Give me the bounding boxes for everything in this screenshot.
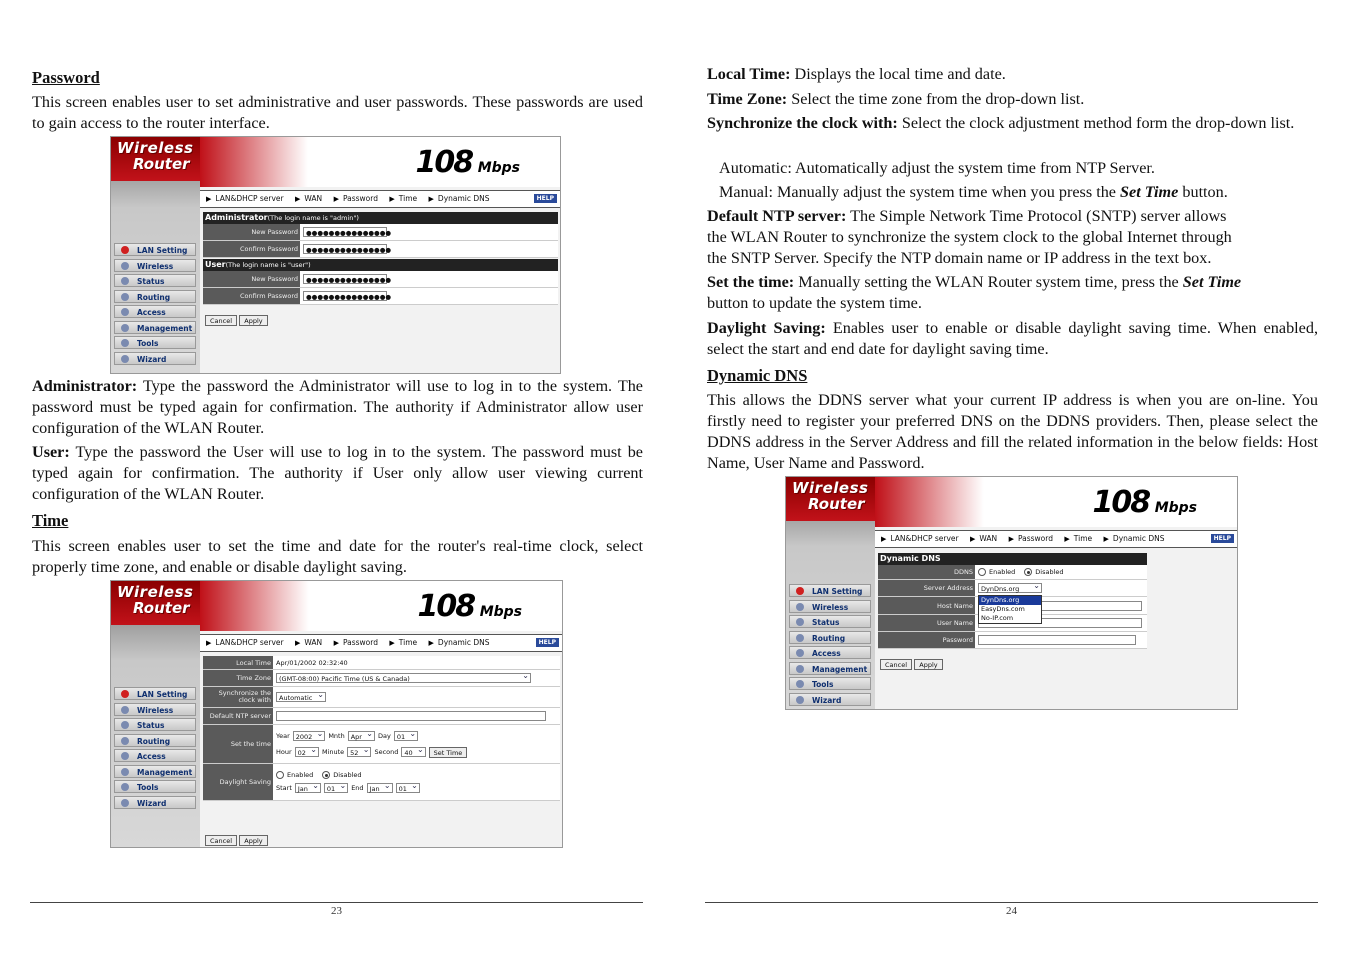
nav-dynamic-dns[interactable]: ▶ Dynamic DNS	[428, 638, 490, 647]
daylight-row: Daylight Saving Enabled Disabled Start Jan ⌄ 01 ⌄ End Jan ⌄ 01 ⌄	[203, 764, 560, 801]
sidebar	[786, 477, 875, 709]
bullet-icon	[121, 706, 129, 714]
bullet-icon	[121, 262, 129, 270]
page-24	[707, 0, 1318, 954]
server-address-dropdown[interactable]	[978, 595, 1042, 624]
host-name-row: Host Name	[878, 597, 1147, 615]
apply-button[interactable]: Apply	[239, 315, 267, 326]
help-button[interactable]: HELP	[1211, 534, 1234, 543]
top-nav	[875, 530, 1237, 548]
start-month-select[interactable]: Jan ⌄	[295, 783, 321, 793]
apply-button[interactable]: Apply	[239, 835, 267, 846]
nav-wan[interactable]: ▶ WAN	[295, 638, 323, 647]
nav-time[interactable]: ▶ Time	[389, 194, 418, 203]
ddns-password-row: Password	[878, 632, 1147, 649]
bullet-icon	[121, 768, 129, 776]
password-intro: This screen enables user to set administrative and user passwords. These passwords are used to gain access to the router interface.	[32, 93, 643, 132]
menu-wizard[interactable]: Wizard	[789, 693, 871, 706]
side-menu	[789, 584, 871, 708]
footer-rule	[705, 902, 1318, 903]
bullet-icon	[796, 680, 804, 688]
menu-lan-setting[interactable]: LAN Setting	[789, 584, 871, 597]
nav-lan-dhcp[interactable]: ▶ LAN&DHCP server	[881, 534, 959, 543]
password-heading: Password	[32, 68, 100, 87]
ddns-intro: This allows the DDNS server what your current IP address is when you are on-line. You firstly need to register your preferred DNS on the DDNS providers. Then, please select the DDNS address in the Server Address and fill the related information in the below fields: Host Name, User Name and Password.	[707, 391, 1318, 472]
apply-button[interactable]: Apply	[914, 659, 942, 670]
ddns-screenshot	[785, 476, 1238, 710]
banner	[200, 581, 562, 631]
nav-dynamic-dns[interactable]: ▶ Dynamic DNS	[428, 194, 490, 203]
local-time-row: Local Time Apr/01/2002 02:32:40	[203, 656, 560, 670]
time-zone-row: Time Zone (GMT-08:00) Pacific Time (US & Canada) ⌄	[203, 670, 560, 687]
user-paragraph: User: Type the password the User will use to log in to the system. The password must be typed again for confirmation. The authority if User only allow user viewing current configuration of the WLAN Router.	[32, 443, 643, 503]
nav-time[interactable]: ▶ Time	[1064, 534, 1093, 543]
bullet-icon	[121, 721, 129, 729]
router-logo: Wireless Router	[111, 581, 200, 625]
nav-password[interactable]: ▶ Password	[1008, 534, 1053, 543]
menu-wizard[interactable]: Wizard	[114, 352, 196, 365]
year-select[interactable]: 2002 ⌄	[293, 731, 326, 741]
menu-status[interactable]: Status	[114, 274, 196, 287]
bullet-icon	[121, 339, 129, 347]
help-button[interactable]: HELP	[534, 194, 557, 203]
day-select[interactable]: 01 ⌄	[394, 731, 418, 741]
set-time-paragraph: Set the time: Manually setting the WLAN Router system time, press the Set Time button to update the system time.	[707, 273, 1242, 312]
bullet-icon	[121, 783, 129, 791]
start-day-select[interactable]: 01 ⌄	[324, 783, 348, 793]
ntp-paragraph: Default NTP server: The Simple Network Time Protocol (SNTP) server allows the WLAN Router to synchronize the system clock to the global Internet through the SNTP Server. Specify the NTP domain name or IP address in the text box.	[707, 207, 1232, 267]
time-intro: This screen enables user to set the time and date for the router's real-time clock, select properly time zone, and enable or disable daylight saving.	[32, 537, 643, 576]
cancel-button[interactable]: Cancel	[205, 835, 237, 846]
bullet-icon	[121, 355, 129, 363]
sync-automatic: Automatic: Automatically adjust the system time from NTP Server.	[719, 159, 1155, 177]
speed-logo: 108 Mbps	[415, 145, 520, 180]
dst-enabled-radio[interactable]	[276, 771, 284, 779]
daylight-paragraph: Daylight Saving: Enables user to enable or disable daylight saving time. When enabled, select the start and end date for daylight saving time.	[707, 319, 1318, 358]
sidebar	[111, 137, 200, 373]
end-month-select[interactable]: Jan ⌄	[367, 783, 393, 793]
user-new-password-input[interactable]: ●●●●●●●●●●●●●●●	[303, 274, 387, 284]
dst-disabled-radio[interactable]	[322, 771, 330, 779]
ddns-row: DDNS Enabled Disabled	[878, 565, 1147, 580]
server-address-select[interactable]: DynDns.org ⌄	[978, 583, 1042, 593]
bullet-icon	[796, 634, 804, 642]
help-button[interactable]: HELP	[536, 638, 559, 647]
sync-select[interactable]: Automatic ⌄	[276, 692, 326, 702]
bullet-icon	[796, 696, 804, 704]
local-time-value: Apr/01/2002 02:32:40	[276, 658, 348, 667]
cancel-button[interactable]: Cancel	[205, 315, 237, 326]
menu-wireless[interactable]: Wireless	[114, 703, 196, 716]
speed-logo: 108 Mbps	[1092, 485, 1197, 520]
admin-new-password-row: New Password ●●●●●●●●●●●●●●●	[203, 224, 558, 241]
nav-wan[interactable]: ▶ WAN	[295, 194, 323, 203]
sync-row: Synchronize the clock with Automatic ⌄	[203, 687, 560, 708]
cancel-button[interactable]: Cancel	[880, 659, 912, 670]
ddns-heading: Dynamic DNS	[707, 366, 808, 385]
bullet-icon	[121, 293, 129, 301]
admin-section-header: Administrator(The login name is "admin")	[203, 212, 558, 224]
admin-new-password-input[interactable]: ●●●●●●●●●●●●●●●	[303, 227, 387, 237]
admin-paragraph: Administrator: Type the password the Administrator will use to log in to the system. The password must be typed again for confirmation. The authority if Administrator allow user configuration of the WLAN Router.	[32, 377, 643, 437]
bullet-icon	[121, 799, 129, 807]
sync-paragraph: Synchronize the clock with: Select the clock adjustment method form the drop-down list.	[707, 114, 1295, 132]
nav-dynamic-dns[interactable]: ▶ Dynamic DNS	[1103, 534, 1165, 543]
nav-time[interactable]: ▶ Time	[389, 638, 418, 647]
minute-select[interactable]: 52 ⌄	[347, 747, 371, 757]
menu-tools[interactable]: Tools	[789, 677, 871, 690]
nav-lan-dhcp[interactable]: ▶ LAN&DHCP server	[206, 638, 284, 647]
top-nav	[200, 634, 562, 652]
menu-routing[interactable]: Routing	[114, 734, 196, 747]
ddns-disabled-radio[interactable]	[1024, 568, 1032, 576]
bullet-icon	[121, 690, 129, 698]
second-select[interactable]: 40 ⌄	[401, 747, 425, 757]
bullet-icon	[796, 665, 804, 673]
speed-logo: 108 Mbps	[417, 589, 522, 624]
ddns-section-header: Dynamic DNS	[878, 553, 1147, 565]
bullet-icon	[121, 324, 129, 332]
password-screenshot	[110, 136, 561, 374]
menu-management[interactable]: Management	[789, 662, 871, 675]
side-menu	[114, 243, 196, 367]
ntp-server-input[interactable]	[276, 711, 546, 721]
sidebar	[111, 581, 200, 847]
bullet-icon	[121, 277, 129, 285]
user-new-password-row: New Password ●●●●●●●●●●●●●●●	[203, 271, 558, 288]
ddns-enabled-radio[interactable]	[978, 568, 986, 576]
time-heading: Time	[32, 511, 69, 530]
menu-access[interactable]: Access	[114, 305, 196, 318]
dropdown-option[interactable]: EasyDns.com	[981, 605, 1025, 613]
server-address-row: Server Address DynDns.org ⌄	[878, 580, 1147, 597]
menu-lan-setting[interactable]: LAN Setting	[114, 243, 196, 256]
page-23	[32, 0, 643, 954]
hour-select[interactable]: 02 ⌄	[295, 747, 319, 757]
menu-tools[interactable]: Tools	[114, 336, 196, 349]
bullet-icon	[796, 603, 804, 611]
menu-lan-setting[interactable]: LAN Setting	[114, 687, 196, 700]
menu-tools[interactable]: Tools	[114, 780, 196, 793]
user-confirm-password-row: Confirm Password ●●●●●●●●●●●●●●●	[203, 288, 558, 305]
menu-routing[interactable]: Routing	[789, 631, 871, 644]
time-zone-select[interactable]: (GMT-08:00) Pacific Time (US & Canada) ⌄	[276, 673, 531, 683]
local-time-paragraph: Local Time: Displays the local time and date.	[707, 65, 1006, 83]
sync-manual: Manual: Manually adjust the system time when you press the Set Time button.	[719, 183, 1228, 201]
bullet-icon	[121, 308, 129, 316]
nav-wan[interactable]: ▶ WAN	[970, 534, 998, 543]
menu-wireless[interactable]: Wireless	[789, 600, 871, 613]
user-name-row: User Name	[878, 615, 1147, 632]
dropdown-option[interactable]: DynDns.org	[979, 596, 1041, 605]
page-number: 24	[1006, 905, 1017, 917]
admin-confirm-password-row: Confirm Password ●●●●●●●●●●●●●●●	[203, 241, 558, 258]
ddns-form	[878, 553, 1147, 670]
menu-wireless[interactable]: Wireless	[114, 259, 196, 272]
nav-password[interactable]: ▶ Password	[333, 194, 378, 203]
banner	[200, 137, 560, 187]
menu-routing[interactable]: Routing	[114, 290, 196, 303]
menu-wizard[interactable]: Wizard	[114, 796, 196, 809]
top-nav	[200, 190, 560, 208]
ddns-password-input[interactable]	[978, 635, 1136, 645]
bullet-icon	[121, 246, 129, 254]
bullet-icon	[796, 618, 804, 626]
menu-status[interactable]: Status	[114, 718, 196, 731]
menu-access[interactable]: Access	[789, 646, 871, 659]
month-select[interactable]: Apr ⌄	[348, 731, 375, 741]
page-number: 23	[331, 905, 342, 917]
set-time-button[interactable]: Set Time	[429, 747, 468, 758]
ntp-row: Default NTP server	[203, 708, 560, 725]
banner	[875, 477, 1237, 527]
bullet-icon	[796, 587, 804, 595]
bullet-icon	[796, 649, 804, 657]
time-form	[203, 656, 560, 846]
time-screenshot	[110, 580, 563, 848]
menu-access[interactable]: Access	[114, 749, 196, 762]
bullet-icon	[121, 752, 129, 760]
menu-management[interactable]: Management	[114, 765, 196, 778]
nav-lan-dhcp[interactable]: ▶ LAN&DHCP server	[206, 194, 284, 203]
bullet-icon	[121, 737, 129, 745]
router-logo: Wireless Router	[786, 477, 875, 521]
dropdown-option[interactable]: No-IP.com	[981, 614, 1014, 622]
time-zone-paragraph: Time Zone: Select the time zone from the drop-down list.	[707, 90, 1085, 108]
nav-password[interactable]: ▶ Password	[333, 638, 378, 647]
user-section-header: User(The login name is "user")	[203, 259, 558, 271]
end-day-select[interactable]: 01 ⌄	[396, 783, 420, 793]
side-menu	[114, 687, 196, 811]
router-logo: Wireless Router	[111, 137, 200, 181]
user-confirm-password-input[interactable]: ●●●●●●●●●●●●●●●	[303, 291, 387, 301]
menu-management[interactable]: Management	[114, 321, 196, 334]
menu-status[interactable]: Status	[789, 615, 871, 628]
admin-confirm-password-input[interactable]: ●●●●●●●●●●●●●●●	[303, 244, 387, 254]
password-form	[203, 212, 558, 326]
footer-rule	[30, 902, 643, 903]
set-time-row: Set the time Year 2002 ⌄ Mnth Apr ⌄ Day 01 ⌄ Hour 02 ⌄ Minute 52 ⌄ Second 40 ⌄ Set Time	[203, 725, 560, 764]
